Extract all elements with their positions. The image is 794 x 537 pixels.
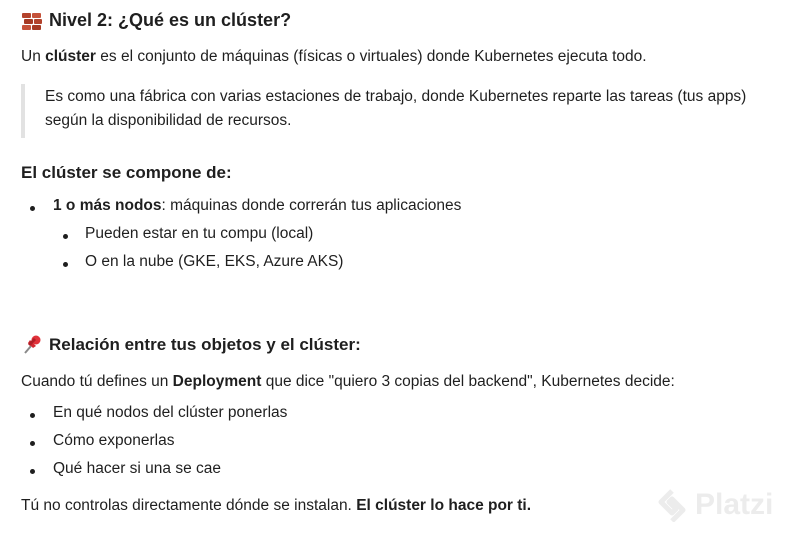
text: Cuando tú defines un bbox=[21, 373, 173, 390]
list-item: Cómo exponerlas bbox=[53, 432, 175, 449]
bold-term: El clúster lo hace por ti. bbox=[356, 497, 532, 514]
bullet bbox=[63, 234, 68, 239]
pushpin-icon bbox=[21, 335, 43, 355]
text: Un bbox=[21, 48, 46, 65]
bold-term: 1 o más nodos bbox=[53, 197, 162, 214]
platzi-logo-icon bbox=[655, 488, 689, 522]
text: que dice "quiero 3 copias del backend", Kubernetes decide: bbox=[261, 373, 675, 390]
bullet bbox=[63, 262, 68, 267]
text: : máquinas donde correrán tus aplicaciones bbox=[161, 197, 462, 214]
section-heading bbox=[21, 10, 291, 31]
bullet bbox=[30, 469, 35, 474]
quote-line: Es como una fábrica con varias estaciones de trabajo, donde Kubernetes reparte las tareas (tus apps) bbox=[45, 88, 747, 105]
list-item bbox=[53, 197, 461, 215]
watermark-text: Platzi bbox=[695, 488, 774, 521]
section-heading bbox=[21, 335, 361, 355]
list-item: Qué hacer si una se cae bbox=[53, 460, 222, 477]
bold-term: clúster bbox=[45, 48, 96, 65]
bullet bbox=[30, 441, 35, 446]
quote-line: según la disponibilidad de recursos. bbox=[45, 112, 292, 129]
bullet bbox=[30, 206, 35, 211]
section-title: Nivel 2: ¿Qué es un clúster? bbox=[49, 10, 292, 30]
platzi-watermark bbox=[655, 488, 773, 522]
intro-paragraph bbox=[21, 48, 647, 66]
blockquote bbox=[21, 84, 790, 138]
subheading: El clúster se compone de: bbox=[21, 163, 232, 182]
sublist-item: Pueden estar en tu compu (local) bbox=[85, 225, 314, 242]
bullet bbox=[30, 413, 35, 418]
closing-paragraph bbox=[21, 497, 531, 515]
intro-paragraph bbox=[21, 373, 675, 391]
section-title: Relación entre tus objetos y el clúster: bbox=[49, 335, 361, 354]
sublist-item: O en la nube (GKE, EKS, Azure AKS) bbox=[85, 253, 344, 270]
text: es el conjunto de máquinas (físicas o virtuales) donde Kubernetes ejecuta todo. bbox=[95, 48, 647, 65]
list-item: En qué nodos del clúster ponerlas bbox=[53, 404, 288, 421]
text: Tú no controlas directamente dónde se instalan. bbox=[21, 497, 357, 514]
bold-term: Deployment bbox=[172, 373, 262, 390]
bricks-icon bbox=[21, 11, 43, 31]
